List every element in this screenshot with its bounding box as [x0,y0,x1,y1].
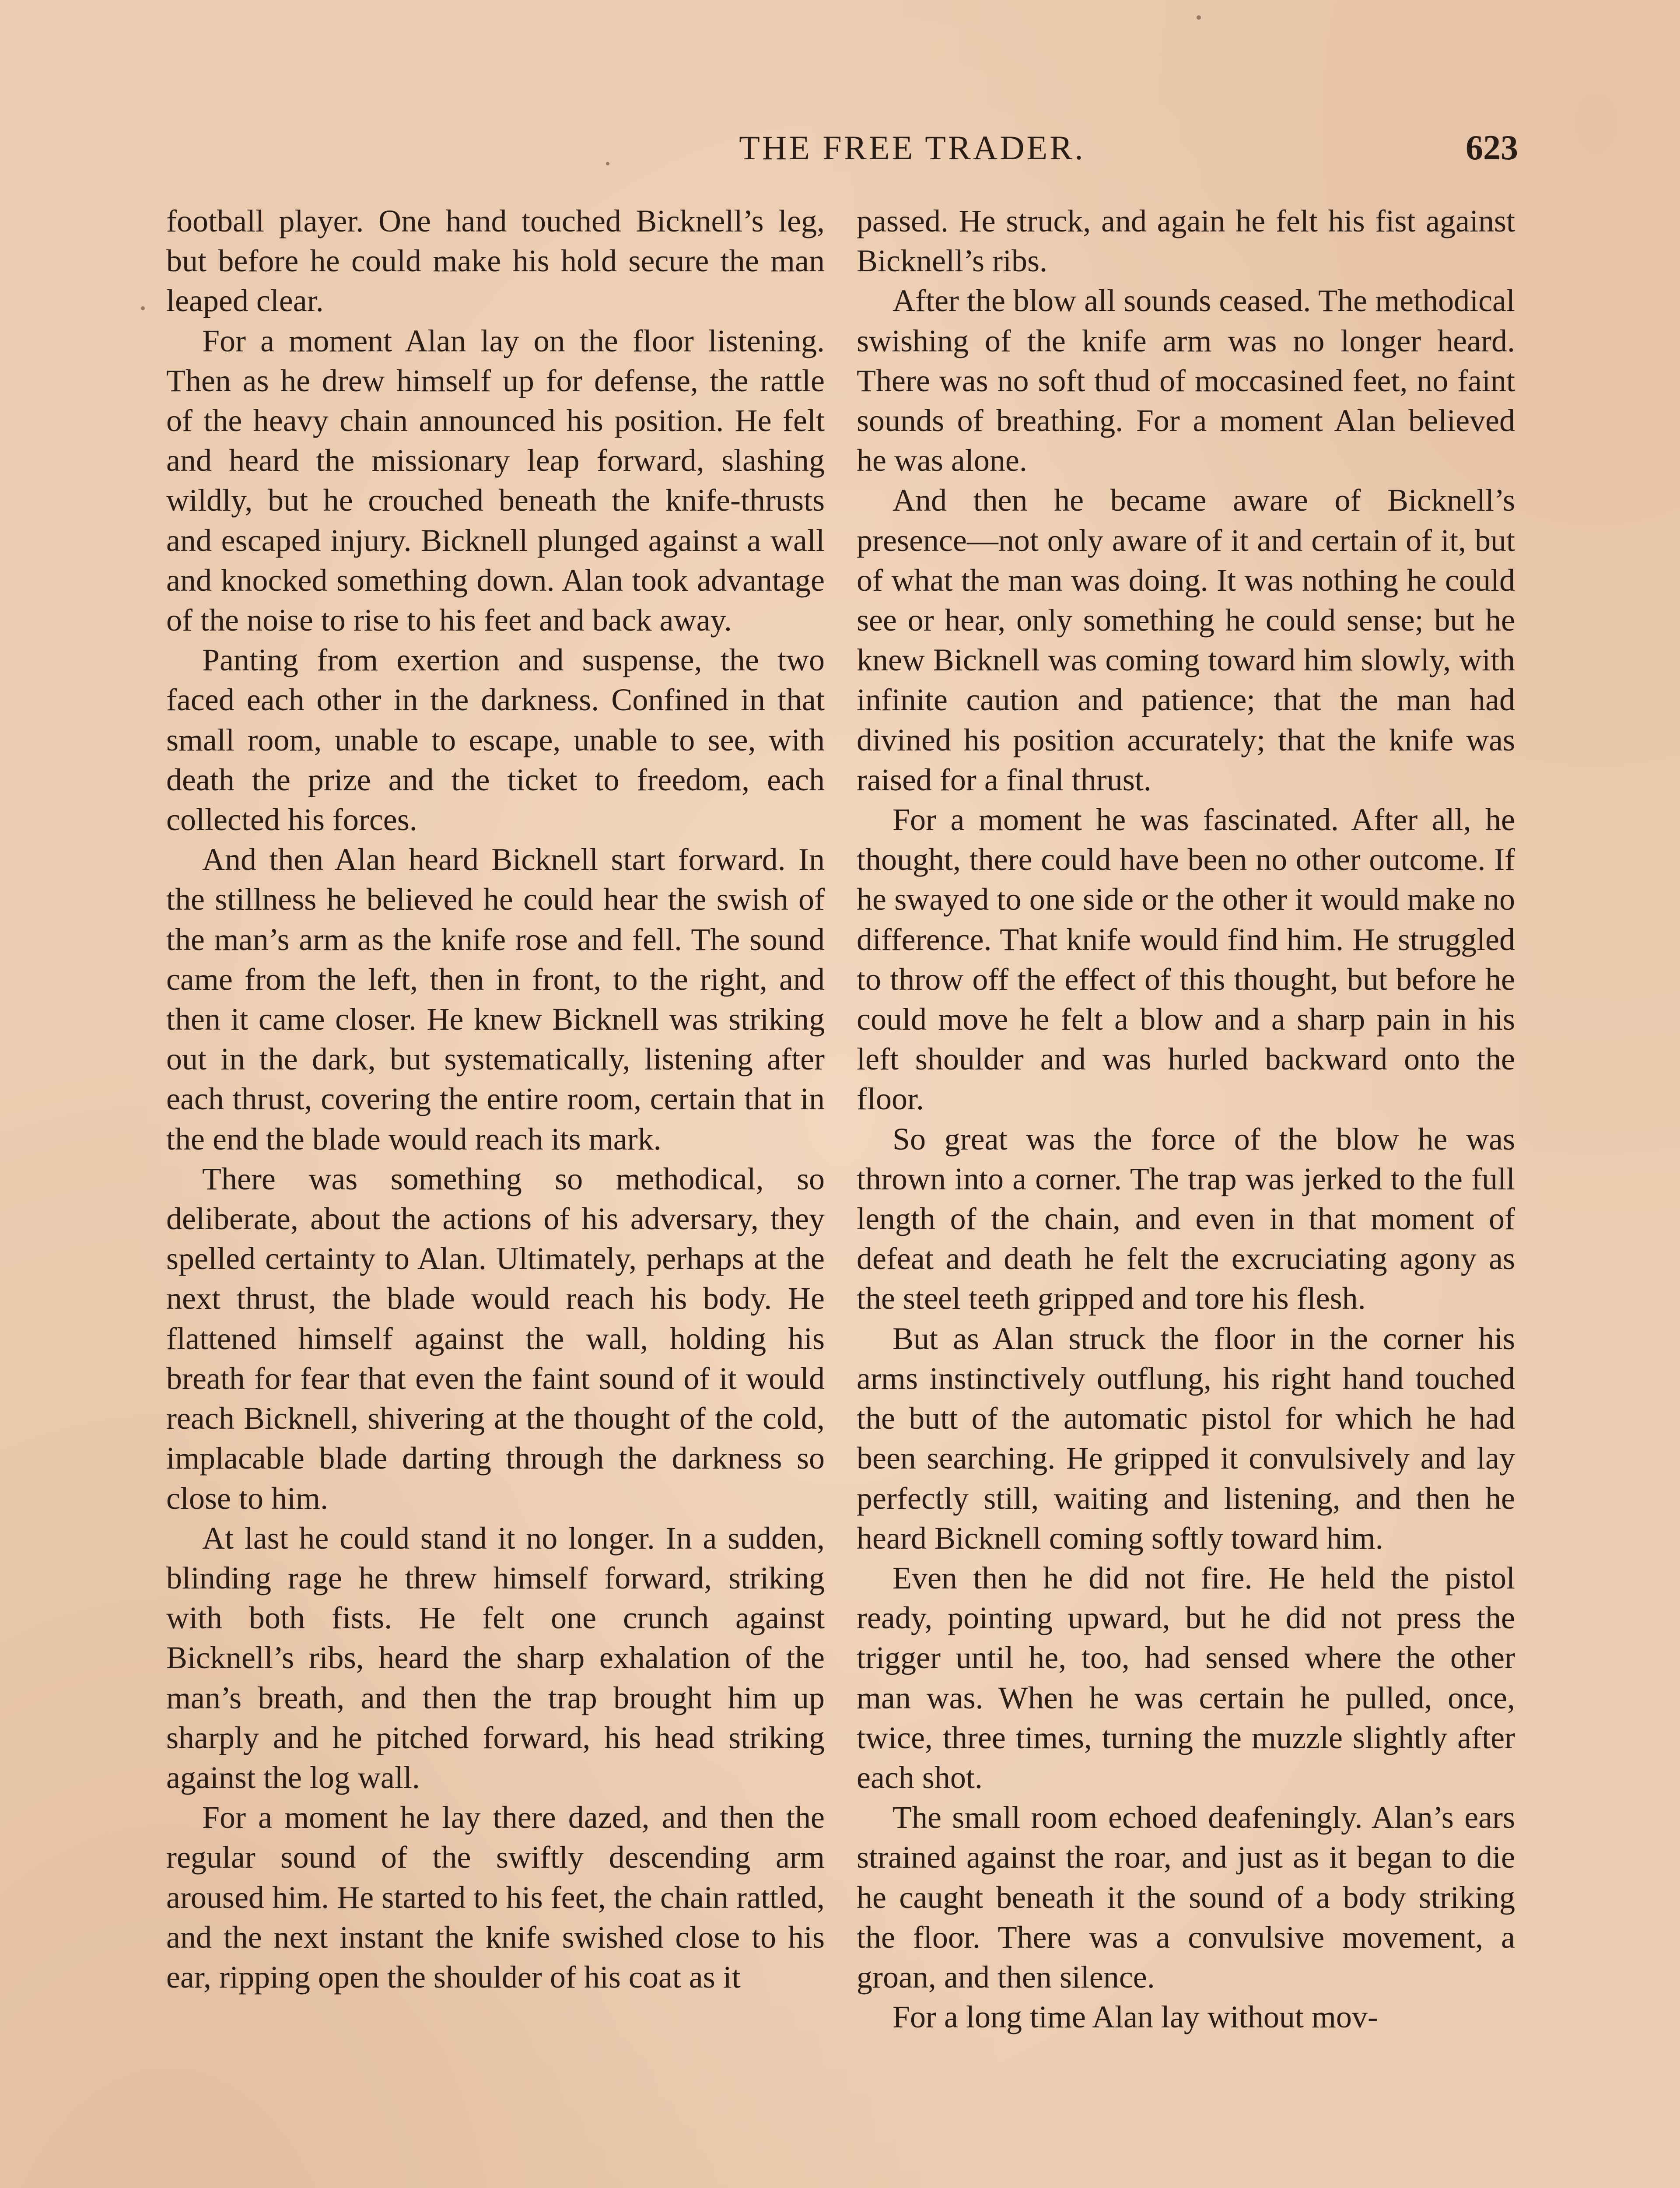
paragraph: After the blow all sounds ceased. The methodical swishing of the knife arm was no longer heard. There was no soft thud of moccasined feet, no faint sounds of breathing. For a moment Alan believed he was alone. [857,283,1515,478]
paragraph: At last he could stand it no longer. In a sudden, blinding rage he threw himself forward, striking with both fists. He felt one crunch against Bicknell’s ribs, heard the sharp exhalation of the man’s breath, and then the trap brought him up sharply and he pitched forward, his head striking against the log wall. [166,1520,825,1795]
paragraph: So great was the force of the blow he was thrown into a corner. The trap was jerked to the full length of the chain, and even in that moment of defeat and death he felt the excruciating agony as the steel teeth gripped and tore his flesh. [857,1121,1515,1316]
left-column [166,201,825,1997]
running-title: THE FREE TRADER. [739,129,1085,167]
paragraph: For a moment he lay there dazed, and then the regular sound of the swiftly descending arm aroused him. He started to his feet, the chain rattled, and the next instant the knife swished close to his ear, ripping open the shoulder of his coat as it [166,1800,825,1995]
paragraph: Panting from exertion and suspense, the two faced each other in the darkness. Confined in that small room, unable to escape, unable to see, with death the prize and the ticket to freedom, each collected his forces. [166,642,825,838]
right-column [857,201,1515,2037]
paragraph: And then he became aware of Bicknell’s presence—not only aware of it and certain of it, but of what the man was doing. It was nothing he could see or hear, only something he could sense; but he knew Bicknell was coming toward him slowly, with infinite caution and patience; that the man had divined his position accurately; that the knife was raised for a final thrust. [857,483,1515,797]
paper-speck [606,162,609,165]
paragraph: But as Alan struck the floor in the corner his arms instinctively outflung, his right hand touched the butt of the automatic pistol for which he had been searching. He gripped it convulsively and lay perfectly still, waiting and listening, and then he heard Bicknell coming softly toward him. [857,1321,1515,1556]
paragraph: For a long time Alan lay without mov- [892,1999,1378,2035]
paragraph: And then Alan heard Bicknell start forward. In the stillness he believed he could hear the swish of the man’s arm as the knife rose and fell. The sound came from the left, then in front, to the right, and then it came closer. He knew Bicknell was striking out in the dark, but systematically, listening after each thrust, covering the entire room, certain that in the end the blade would reach its mark. [166,842,825,1157]
paragraph: There was something so methodical, so deliberate, about the actions of his adversary, they spelled certainty to Alan. Ultimately, perhaps at the next thrust, the blade would reach his body. He flattened himself against the wall, holding his breath for fear that even the faint sound of it would reach Bicknell, shivering at the thought of the cold, implacable blade darting through the darkness so close to him. [166,1161,825,1516]
paragraph: football player. One hand touched Bicknell’s leg, but before he could make his hold secure the man leaped clear. [166,203,825,319]
paragraph: Even then he did not fire. He held the pistol ready, pointing upward, but he did not press the trigger until he, too, had sensed where the other man was. When he was certain he pulled, once, twice, three times, turning the muzzle slightly after each shot. [857,1560,1515,1795]
paragraph: For a moment he was fascinated. After all, he thought, there could have been no other outcome. If he swayed to one side or the other it would make no difference. That knife would find him. He struggled to throw off the effect of this thought, but before he could move he felt a blow and a sharp pain in his left shoulder and was hurled backward onto the floor. [857,802,1515,1117]
paper-speck [141,306,145,310]
page-header [166,124,1518,172]
paragraph: For a moment Alan lay on the floor listening. Then as he drew himself up for defense, the rattle of the heavy chain announced his position. He felt and heard the missionary leap forward, slashing wildly, but he crouched beneath the knife-thrusts and escaped injury. Bicknell plunged against a wall and knocked something down. Alan took advantage of the noise to rise to his feet and back away. [166,323,825,638]
page-number: 623 [1466,129,1518,167]
paragraph: The small room echoed deafeningly. Alan’s ears strained against the roar, and just as it began to die he caught beneath it the sound of a body striking the floor. There was a convulsive movement, a groan, and then silence. [857,1800,1515,1995]
paragraph: passed. He struck, and again he felt his fist against Bicknell’s ribs. [857,203,1515,279]
paper-speck [1197,15,1201,20]
